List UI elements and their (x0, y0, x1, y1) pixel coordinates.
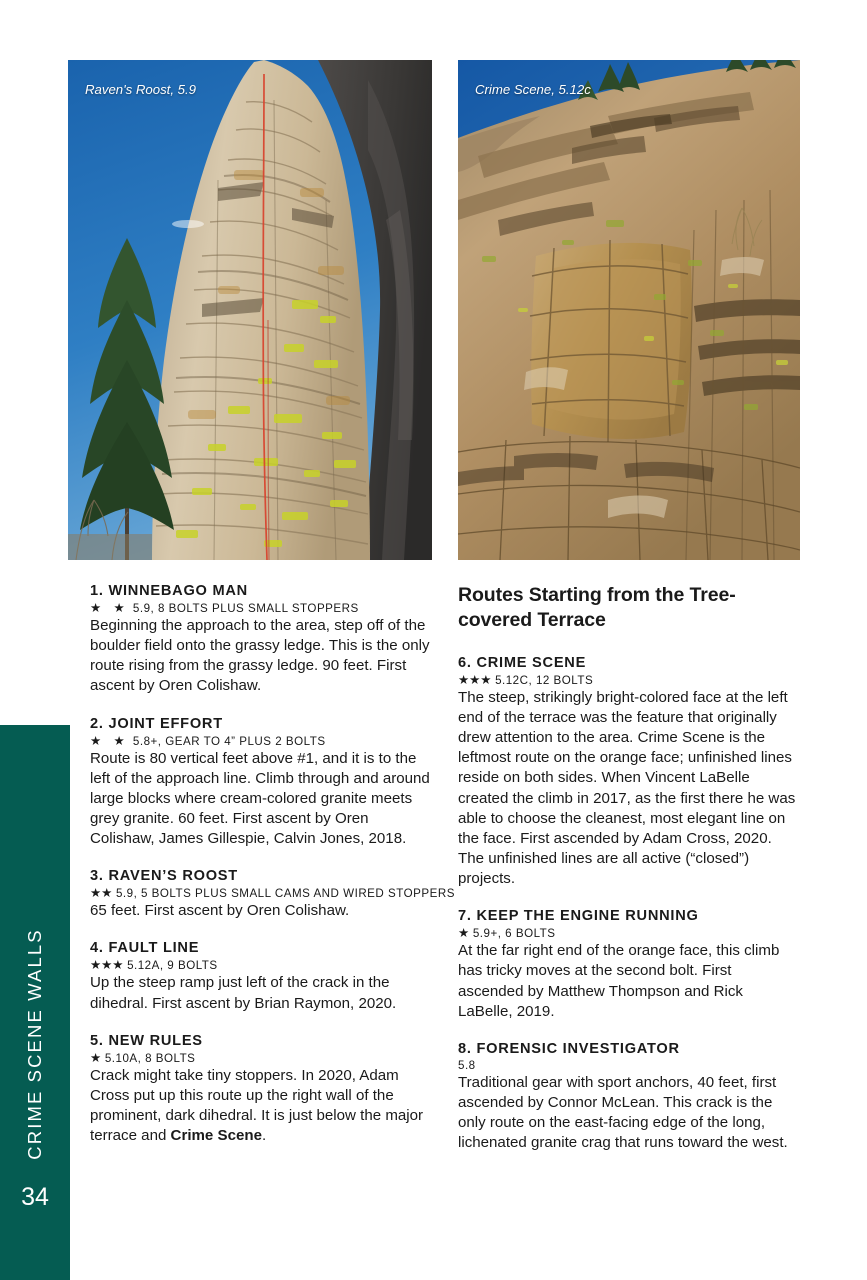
route-protection-7: 5.9+, 6 BOLTS (472, 927, 556, 941)
route-protection-5: 5.10A, 8 BOLTS (104, 1051, 196, 1065)
route-grade-3 (90, 885, 455, 901)
photo-caption-left: Raven's Roost, 5.9 (85, 82, 197, 97)
star-rating-3: ★★ (90, 886, 113, 901)
route-protection-3: 5.9, 5 BOLTS PLUS SMALL CAMS AND WIRED STOPPERS (115, 887, 455, 901)
route-description-2: Route is 80 vertical feet above #1, and it is to the left of the approach line. Climb through and around large blocks where cream-colored granite meets grey granite. 60 feet. First ascent by Oren Colishaw, James Gillespie, Calvin Jones, 2018. (90, 749, 430, 848)
route-description-4: Up the steep ramp just left of the crack in the dihedral. First ascent by Brian Raymon, 2020. (90, 974, 397, 1012)
star-rating-2: ★ ★ (90, 733, 130, 748)
route-name-7: 7. KEEP THE ENGINE RUNNING (458, 908, 699, 925)
route-name-3: 3. RAVEN’S ROOST (90, 868, 238, 885)
route-entry-7 (458, 908, 800, 1022)
routes-column-left (90, 583, 455, 1146)
routes-column-right (458, 583, 800, 1153)
star-rating-6: ★★★ (458, 672, 492, 687)
route-protection-6: 5.12C, 12 BOLTS (495, 673, 594, 687)
route-protection-4: 5.12A, 9 BOLTS (127, 959, 218, 973)
route-description-7: At the far right end of the orange face, this climb has tricky moves at the second bolt. First ascended by Matthew Thompson and Rick LaBelle, 2019. (458, 942, 780, 1020)
route-protection-1: 5.9, 8 BOLTS PLUS SMALL STOPPERS (132, 602, 359, 615)
route-name-1: 1. WINNEBAGO MAN (90, 583, 248, 599)
route-protection-8: 5.8 (458, 1058, 476, 1072)
route-name-2: 2. JOINT EFFORT (90, 715, 223, 732)
route-entry-5 (90, 1033, 430, 1147)
chapter-side-tab (0, 725, 70, 1280)
star-rating-7: ★ (458, 926, 470, 941)
route-grade-1 (90, 600, 430, 615)
route-grade-6 (458, 672, 800, 687)
section-heading-terrace: Routes Starting from the Tree-covered Terrace (458, 584, 736, 631)
route-grade-8 (458, 1058, 800, 1072)
route-name-6: 6. CRIME SCENE (458, 654, 587, 671)
route-name-5: 5. NEW RULES (90, 1032, 203, 1049)
route-description-8: Traditional gear with sport anchors, 40 feet, first ascended by Connor McLean. This crack is the only route on the east-facing edge of the long, lichenated granite crag that runs toward the west. (458, 1073, 788, 1152)
route-entry-6 (458, 655, 800, 889)
route-entry-4 (90, 940, 430, 1013)
route-protection-2: 5.8+, GEAR TO 4” PLUS 2 BOLTS (132, 734, 326, 748)
route-entry-3 (90, 868, 455, 921)
route-name-4: 4. FAULT LINE (90, 940, 200, 957)
route-grade-2 (90, 733, 430, 748)
star-rating-5: ★ (90, 1050, 102, 1065)
route-description-1: Beginning the approach to the area, step off of the boulder field onto the grassy ledge. This is the only route rising from the grassy ledge. 90 feet. First ascent by Oren Colishaw. (90, 617, 430, 695)
route-description-3: 65 feet. First ascent by Oren Colishaw. (90, 902, 350, 920)
chapter-title-vertical: CRIME SCENE WALLS (24, 928, 45, 1160)
photo-crime-scene (458, 60, 800, 560)
route-entry-1 (90, 583, 430, 697)
route-entry-2 (90, 716, 430, 850)
route-description-5-tail: . (262, 1127, 267, 1145)
route-description-5-main: Crack might take tiny stoppers. In 2020, Adam Cross put up this route up the right wall of the prominent, dark dihedral. It is just below the major terrace and (90, 1066, 424, 1145)
photo-ravens-roost (68, 60, 432, 560)
route-name-8: 8. FORENSIC INVESTIGATOR (458, 1040, 680, 1057)
star-rating-1: ★ ★ (90, 601, 130, 615)
route-entry-8 (458, 1041, 800, 1154)
star-rating-4: ★★★ (90, 958, 124, 973)
route-grade-5 (90, 1050, 430, 1065)
route-grade-7 (458, 925, 800, 940)
photo-left-illustration (68, 60, 432, 560)
page-number: 34 (21, 1183, 49, 1211)
photo-right-illustration (458, 60, 800, 560)
route-description-5 (90, 1066, 430, 1147)
route-crossref-crime-scene: Crime Scene (170, 1127, 262, 1145)
route-grade-4 (90, 957, 430, 972)
route-description-6: The steep, strikingly bright-colored face at the left end of the terrace was the feature that originally drew attention to the area. Crime Scene is the leftmost route on the orange face; unfinished lines reside on both sides. When Vincent LaBelle created the climb in 2017, as the first there he was able to choose the cleanest, most elegant line on the face. First ascended by Adam Cross, 2020. The unfinished lines are all active (“closed”) projects. (458, 688, 796, 888)
photo-caption-right: Crime Scene, 5.12c (475, 82, 591, 97)
